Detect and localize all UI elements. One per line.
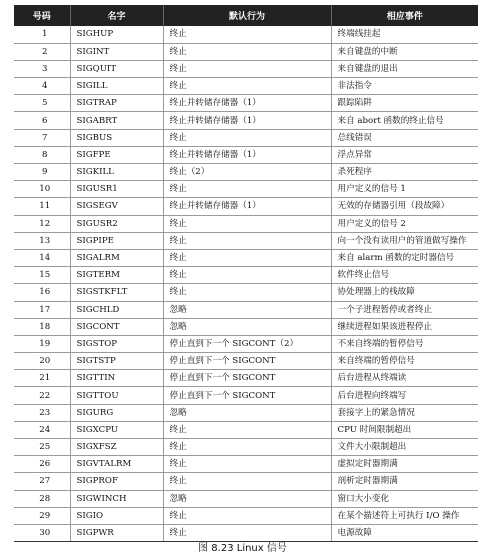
event: 后台进程向终端写 xyxy=(331,387,478,404)
table-row xyxy=(14,507,478,524)
signal-number: 15 xyxy=(14,267,70,284)
default-action: 终止 xyxy=(163,421,331,438)
event: 来自 abort 函数的终止信号 xyxy=(331,112,478,129)
table-row xyxy=(14,490,478,507)
event: 用户定义的信号 2 xyxy=(331,215,478,232)
default-action: 停止直到下一个 SIGCONT xyxy=(163,353,331,370)
signal-name: SIGTRAP xyxy=(70,95,163,112)
table-row xyxy=(14,129,478,146)
event: 协处理器上的栈故障 xyxy=(331,284,478,301)
default-action: 终止 xyxy=(163,43,331,60)
event: 杀死程序 xyxy=(331,164,478,181)
event: 用户定义的信号 1 xyxy=(331,181,478,198)
default-action: 终止 xyxy=(163,456,331,473)
default-action: 终止 xyxy=(163,439,331,456)
signal-name: SIGSTOP xyxy=(70,335,163,352)
default-action: 停止直到下一个 SIGCONT xyxy=(163,387,331,404)
signal-name: SIGCONT xyxy=(70,318,163,335)
table-row xyxy=(14,43,478,60)
table-row xyxy=(14,335,478,352)
event: 跟踪陷阱 xyxy=(331,95,478,112)
default-action: 忽略 xyxy=(163,301,331,318)
header-row xyxy=(14,5,478,26)
table-row xyxy=(14,387,478,404)
default-action: 停止直到下一个 SIGCONT（2） xyxy=(163,335,331,352)
signal-number: 23 xyxy=(14,404,70,421)
signal-number: 13 xyxy=(14,232,70,249)
table-row xyxy=(14,370,478,387)
table-row xyxy=(14,232,478,249)
signal-name: SIGPWR xyxy=(70,524,163,541)
signal-name: SIGURG xyxy=(70,404,163,421)
signal-number: 22 xyxy=(14,387,70,404)
event: 电源故障 xyxy=(331,524,478,541)
signal-number: 20 xyxy=(14,353,70,370)
table-row xyxy=(14,267,478,284)
default-action: 终止 xyxy=(163,524,331,541)
event: 来自键盘的中断 xyxy=(331,43,478,60)
signal-number: 6 xyxy=(14,112,70,129)
table-row xyxy=(14,404,478,421)
signal-number: 12 xyxy=(14,215,70,232)
signal-number: 9 xyxy=(14,164,70,181)
default-action: 终止 xyxy=(163,507,331,524)
table-row xyxy=(14,456,478,473)
header-default-action: 默认行为 xyxy=(163,5,331,26)
signals-table xyxy=(14,5,478,542)
signal-number: 14 xyxy=(14,249,70,266)
event: 来自终端的暂停信号 xyxy=(331,353,478,370)
event: 虚拟定时器期满 xyxy=(331,456,478,473)
signal-number: 17 xyxy=(14,301,70,318)
default-action: 终止 xyxy=(163,215,331,232)
default-action: 终止并转储存储器（1） xyxy=(163,198,331,215)
event: 窗口大小变化 xyxy=(331,490,478,507)
signal-number: 25 xyxy=(14,439,70,456)
event: 无效的存储器引用（段故障） xyxy=(331,198,478,215)
table-row xyxy=(14,301,478,318)
event: 来自键盘的退出 xyxy=(331,60,478,77)
signal-number: 3 xyxy=(14,60,70,77)
signal-name: SIGXCPU xyxy=(70,421,163,438)
default-action: 终止 xyxy=(163,284,331,301)
event: 文件大小限制超出 xyxy=(331,439,478,456)
event: 来自 alarm 函数的定时器信号 xyxy=(331,249,478,266)
signal-number: 5 xyxy=(14,95,70,112)
header-number: 号码 xyxy=(14,5,70,26)
table-row xyxy=(14,164,478,181)
signal-name: SIGVTALRM xyxy=(70,456,163,473)
signal-name: SIGPROF xyxy=(70,473,163,490)
table-row xyxy=(14,318,478,335)
signal-name: SIGBUS xyxy=(70,129,163,146)
signal-name: SIGABRT xyxy=(70,112,163,129)
signal-number: 4 xyxy=(14,78,70,95)
signal-name: SIGTTIN xyxy=(70,370,163,387)
table-row xyxy=(14,112,478,129)
default-action: 终止并转储存储器（1） xyxy=(163,112,331,129)
signal-name: SIGWINCH xyxy=(70,490,163,507)
signal-name: SIGUSR1 xyxy=(70,181,163,198)
default-action: 忽略 xyxy=(163,490,331,507)
event: 后台进程从终端读 xyxy=(331,370,478,387)
default-action: 终止 xyxy=(163,249,331,266)
default-action: 忽略 xyxy=(163,318,331,335)
event: 向一个没有读用户的管道做写操作 xyxy=(331,232,478,249)
signal-name: SIGINT xyxy=(70,43,163,60)
table-body xyxy=(14,26,478,542)
signal-number: 24 xyxy=(14,421,70,438)
signal-number: 21 xyxy=(14,370,70,387)
event: 继续进程如果该进程停止 xyxy=(331,318,478,335)
default-action: 终止（2） xyxy=(163,164,331,181)
signal-number: 26 xyxy=(14,456,70,473)
signal-number: 11 xyxy=(14,198,70,215)
signal-number: 7 xyxy=(14,129,70,146)
signal-name: SIGFPE xyxy=(70,146,163,163)
default-action: 终止 xyxy=(163,60,331,77)
table-row xyxy=(14,284,478,301)
table-row xyxy=(14,249,478,266)
signal-number: 19 xyxy=(14,335,70,352)
event: 一个子进程暂停或者终止 xyxy=(331,301,478,318)
event: 总线错误 xyxy=(331,129,478,146)
table-row xyxy=(14,95,478,112)
event: 套接字上的紧急情况 xyxy=(331,404,478,421)
default-action: 停止直到下一个 SIGCONT xyxy=(163,370,331,387)
signal-number: 1 xyxy=(14,26,70,43)
table-row xyxy=(14,60,478,77)
default-action: 终止 xyxy=(163,26,331,43)
signal-name: SIGTERM xyxy=(70,267,163,284)
table-row xyxy=(14,215,478,232)
default-action: 终止 xyxy=(163,78,331,95)
event: 在某个描述符上可执行 I/O 操作 xyxy=(331,507,478,524)
default-action: 终止 xyxy=(163,267,331,284)
header-event: 相应事件 xyxy=(386,12,423,22)
default-action: 终止 xyxy=(163,181,331,198)
table-row xyxy=(14,353,478,370)
event: 软件终止信号 xyxy=(331,267,478,284)
signal-name: SIGPIPE xyxy=(70,232,163,249)
signal-number: 27 xyxy=(14,473,70,490)
table-row xyxy=(14,421,478,438)
event: 剖析定时器期满 xyxy=(331,473,478,490)
signal-number: 2 xyxy=(14,43,70,60)
signal-name: SIGHUP xyxy=(70,26,163,43)
signal-name: SIGIO xyxy=(70,507,163,524)
default-action: 忽略 xyxy=(163,404,331,421)
header-name: 名字 xyxy=(70,5,163,26)
table-row xyxy=(14,198,478,215)
default-action: 终止 xyxy=(163,129,331,146)
table-row xyxy=(14,473,478,490)
signal-name: SIGQUIT xyxy=(70,60,163,77)
table-row xyxy=(14,78,478,95)
signal-name: SIGKILL xyxy=(70,164,163,181)
signal-number: 10 xyxy=(14,181,70,198)
signal-name: SIGCHLD xyxy=(70,301,163,318)
table-row xyxy=(14,146,478,163)
signal-name: SIGTSTP xyxy=(70,353,163,370)
signal-number: 29 xyxy=(14,507,70,524)
signal-number: 28 xyxy=(14,490,70,507)
signal-name: SIGSTKFLT xyxy=(70,284,163,301)
event: 非法指令 xyxy=(331,78,478,95)
signal-name: SIGTTOU xyxy=(70,387,163,404)
event: 不来自终端的暂停信号 xyxy=(331,335,478,352)
signal-name: SIGILL xyxy=(70,78,163,95)
signal-number: 8 xyxy=(14,146,70,163)
signal-name: SIGSEGV xyxy=(70,198,163,215)
signal-number: 16 xyxy=(14,284,70,301)
default-action: 终止 xyxy=(163,232,331,249)
table-row xyxy=(14,26,478,43)
figure-caption: 图 8.23 Linux 信号 xyxy=(198,543,287,554)
event: CPU 时间限制超出 xyxy=(331,421,478,438)
table-row xyxy=(14,439,478,456)
signal-name: SIGALRM xyxy=(70,249,163,266)
signal-name: SIGUSR2 xyxy=(70,215,163,232)
default-action: 终止并转储存储器（1） xyxy=(163,95,331,112)
signal-number: 18 xyxy=(14,318,70,335)
signal-number: 30 xyxy=(14,524,70,541)
default-action: 终止 xyxy=(163,473,331,490)
event: 浮点异常 xyxy=(331,146,478,163)
default-action: 终止并转储存储器（1） xyxy=(163,146,331,163)
signal-name: SIGXFSZ xyxy=(70,439,163,456)
event: 终端线挂起 xyxy=(331,26,478,43)
table-header xyxy=(14,5,478,26)
table-row xyxy=(14,181,478,198)
